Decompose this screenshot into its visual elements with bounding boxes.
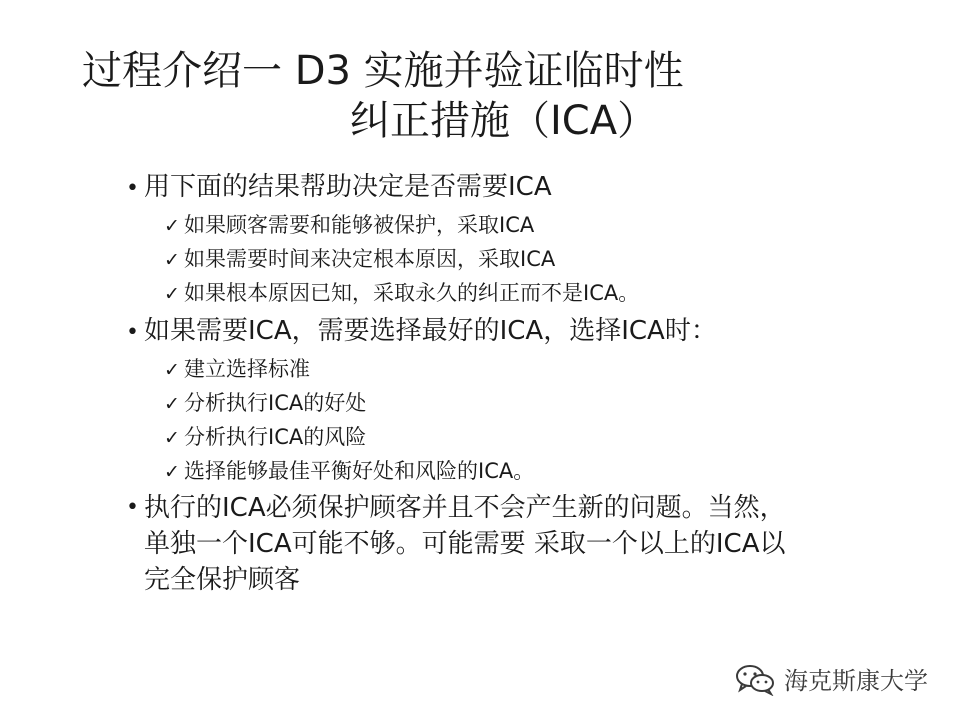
sub-item <box>164 210 534 241</box>
sub-item <box>164 422 366 453</box>
check-icon: ✓ <box>164 427 180 449</box>
slide-title-line-2: 纠正措施（ICA） <box>350 98 658 144</box>
sub-item <box>164 456 534 487</box>
sub-text: 分析执行ICA的风险 <box>184 425 367 449</box>
wechat-icon <box>734 662 776 696</box>
sub-text: 如果需要时间来决定根本原因，采取ICA <box>184 247 556 271</box>
check-icon: ✓ <box>164 283 180 305</box>
check-icon: ✓ <box>164 393 180 415</box>
sub-text: 如果顾客需要和能够被保护，采取ICA <box>184 213 535 237</box>
bullet-dot-icon: • <box>126 320 139 345</box>
bullet-text-line: 完全保护顾客 <box>144 565 301 595</box>
bullet-dot-icon: • <box>126 176 139 201</box>
bullet-item <box>126 490 786 598</box>
sub-item <box>164 354 310 385</box>
sub-text: 分析执行ICA的好处 <box>184 391 367 415</box>
sub-text: 如果根本原因已知，采取永久的纠正而不是ICA。 <box>184 281 640 305</box>
bullet-text: 用下面的结果帮助决定是否需要ICA <box>144 172 552 202</box>
sub-item <box>164 244 555 275</box>
sub-item <box>164 388 366 419</box>
sub-item <box>164 278 639 309</box>
check-icon: ✓ <box>164 359 180 381</box>
check-icon: ✓ <box>164 249 180 271</box>
bullet-item <box>126 170 552 206</box>
bullet-text-line: 单独一个ICA可能不够。可能需要 采取一个以上的ICA以 <box>144 529 786 559</box>
check-icon: ✓ <box>164 461 180 483</box>
bullet-dot-icon: • <box>126 495 139 520</box>
sub-text: 选择能够最佳平衡好处和风险的ICA。 <box>184 459 535 483</box>
bullet-item <box>126 314 717 350</box>
watermark-text: 海克斯康大学 <box>784 667 928 695</box>
bullet-text: 如果需要ICA，需要选择最好的ICA，选择ICA时： <box>144 316 717 346</box>
check-icon: ✓ <box>164 215 180 237</box>
bullet-text-line: 执行的ICA必须保护顾客并且不会产生新的问题。当然， <box>144 493 786 523</box>
sub-text: 建立选择标准 <box>184 357 310 381</box>
slide-title-line-1: 过程介绍一 D3 实施并验证临时性 <box>82 48 684 94</box>
watermark <box>734 661 928 696</box>
